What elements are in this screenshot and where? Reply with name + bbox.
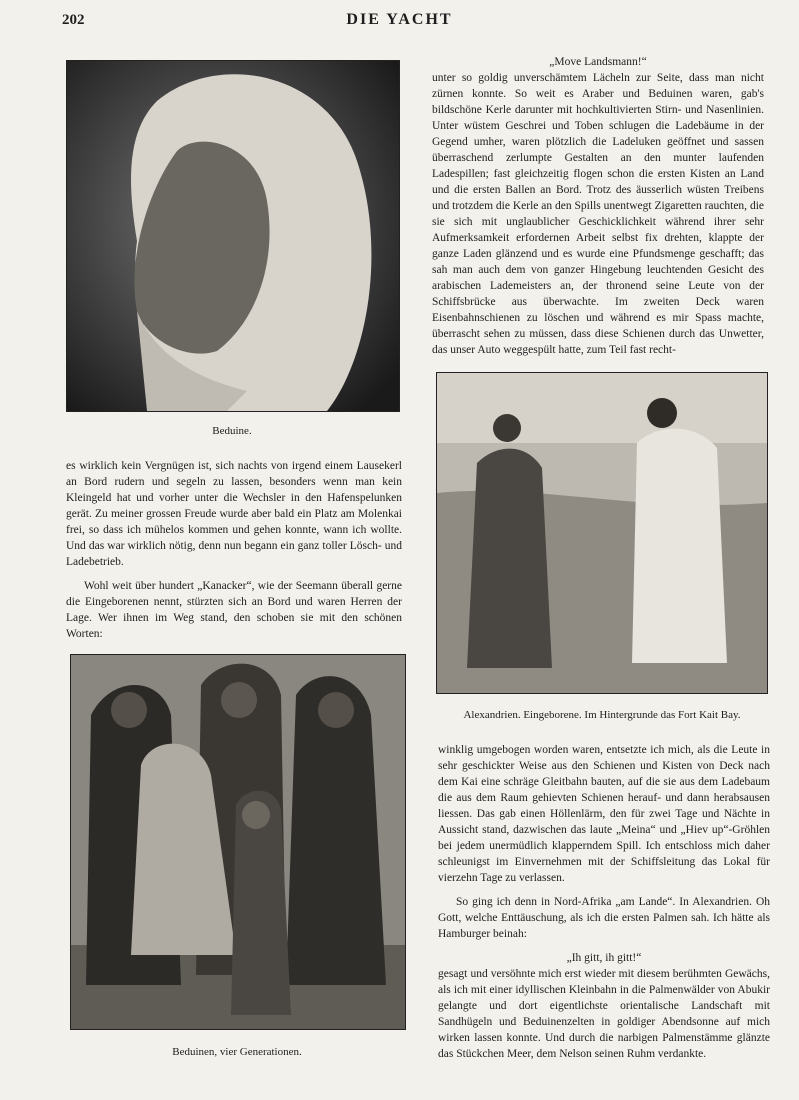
right-paragraph-4: gesagt und versöhnte mich erst wieder mit diesem berühmten Gewächs, als ich mit einer idyllischen Kleinbahn in die Palmenwälder von Abukir gelangte und dort eigentlichste orientalische Landschaft mit Sandhügeln und Beduinenzelten in goldiger Abendsonne auf mich wirken lassen konnte. Und durch die narbigen Palmenstämme glänzte das Stückchen Meer, dem Nelson seinen Ruhm verdankte. [438,968,770,1060]
right-paragraph-1: unter so goldig unverschämtem Lächeln zur Seite, dass man nicht zürnen konnte. So weit es Araber und Beduinen waren, gab's bildschöne Kerle darunter mit hochkultivierten Stirn- und Nasenlinien. Unter wüstem Geschrei und Toben schlugen die Ladebäume in der Gegend umher, waren plötzlich die Ladeluken geöffnet und sassen überraschend zerlumpte Gestalten an den munter laufenden Ladespillen; fast gleichzeitig flogen schon die ersten Kisten an Land und die ersten Ballen an Bord. Trotz des äusserlich wüsten Treibens und trotzdem die Kerle an den Spills unentwegt Zigaretten rauchten, die sie sich mit unglaublicher Geschicklichkeit während ihrer sehr Aufmerksamkeit erfordernen Arbeit selbst fix drehten, klappte der ganze Laden glänzend und es wurde eine Pfundsmenge geschafft; das sah man auch dem von ganzer Hingebung leuchtenden Gesicht des arabischen Lademeisters an, der thronend seine Leute von der Schiffsbrücke aus überwachte. Im zweiten Deck waren Eisenbahnschienen zu löschen und während es mir Spass machte, überrascht sehen zu müssen, dass diese Schienen durch das Unwetter, das unser Auto weggespült hatte, zum Teil fast recht- [432,72,764,356]
four-generations-photo [70,654,406,1030]
page-number: 202 [62,12,85,28]
left-paragraph-1: es wirklich kein Vergnügen ist, sich nachts von irgend einem Lausekerl an Bord rudern und segeln zu lassen, besonders wenn man kein Kleingeld hat und vorher unter die Wechsler in den Hafenspelunken gerät. Zu meiner grossen Freude wurde aber bald ein Platz am Molenkai frei, so dass ich mühelos kommen und gehen konnte, wann ich wollte. Und das war wirklich nötig, denn nun begann ein ganz toller Lösch- und Ladebetrieb. [66,460,402,568]
four-generations-image [71,655,405,1029]
right-paragraph-3: So ging ich denn in Nord-Afrika „am Lande“. In Alexandrien. Oh Gott, welche Enttäuschung, als ich die ersten Palmen sah. Ich hätte als Hamburger beinah: [438,896,770,940]
right-column-lower-text [438,742,770,1062]
bedouin-portrait-image [67,61,399,411]
quote-move-landsmann: „Move Landsmann!“ [549,56,647,68]
quote-ih-gitt: „Ih gitt, ih gitt!“ [566,952,642,964]
four-generations-caption: Beduinen, vier Generationen. [172,1046,302,1058]
right-column-upper-text [432,54,764,358]
right-paragraph-2: winklig umgebogen worden waren, entsetzte ich mich, als die Leute in sehr geschickter Weise aus den Schienen und Kisten von Deck nach dem Kai eine schräge Gleitbahn bauten, auf die sie aus dem Ladebaum die aus dem Raum gehievten Schienen herauf- und dann herabsausen liessen. Das gab einen Höllenlärm, den für zwei Tage und Nächte in Aussicht stand, dazwischen das laute „Meina“ und „Hiev up“-Gröhlen bei jedem unermüdlich klapperndem Spill. Ich entschloss mich daher schleunigst im Einvernehmen mit der Schiffsleitung das Lokal für vierzehn Tage zu verlassen. [438,744,770,884]
alexandria-boys-photo [436,372,768,694]
alexandria-boys-image [437,373,767,693]
left-column-text [66,458,402,642]
bedouin-portrait-photo [66,60,400,412]
magazine-title: DIE YACHT [346,11,453,28]
bedouin-portrait-caption: Beduine. [212,425,252,437]
alexandria-boys-caption: Alexandrien. Eingeborene. Im Hintergrunde das Fort Kait Bay. [463,709,741,721]
left-paragraph-2: Wohl weit über hundert „Kanacker“, wie der Seemann überall gerne die Eingeborenen nennt, stürzten sich an Bord und waren Herren der Lage. Wer ihnen im Weg stand, den schoben sie mit den schönen Worten: [66,580,402,640]
